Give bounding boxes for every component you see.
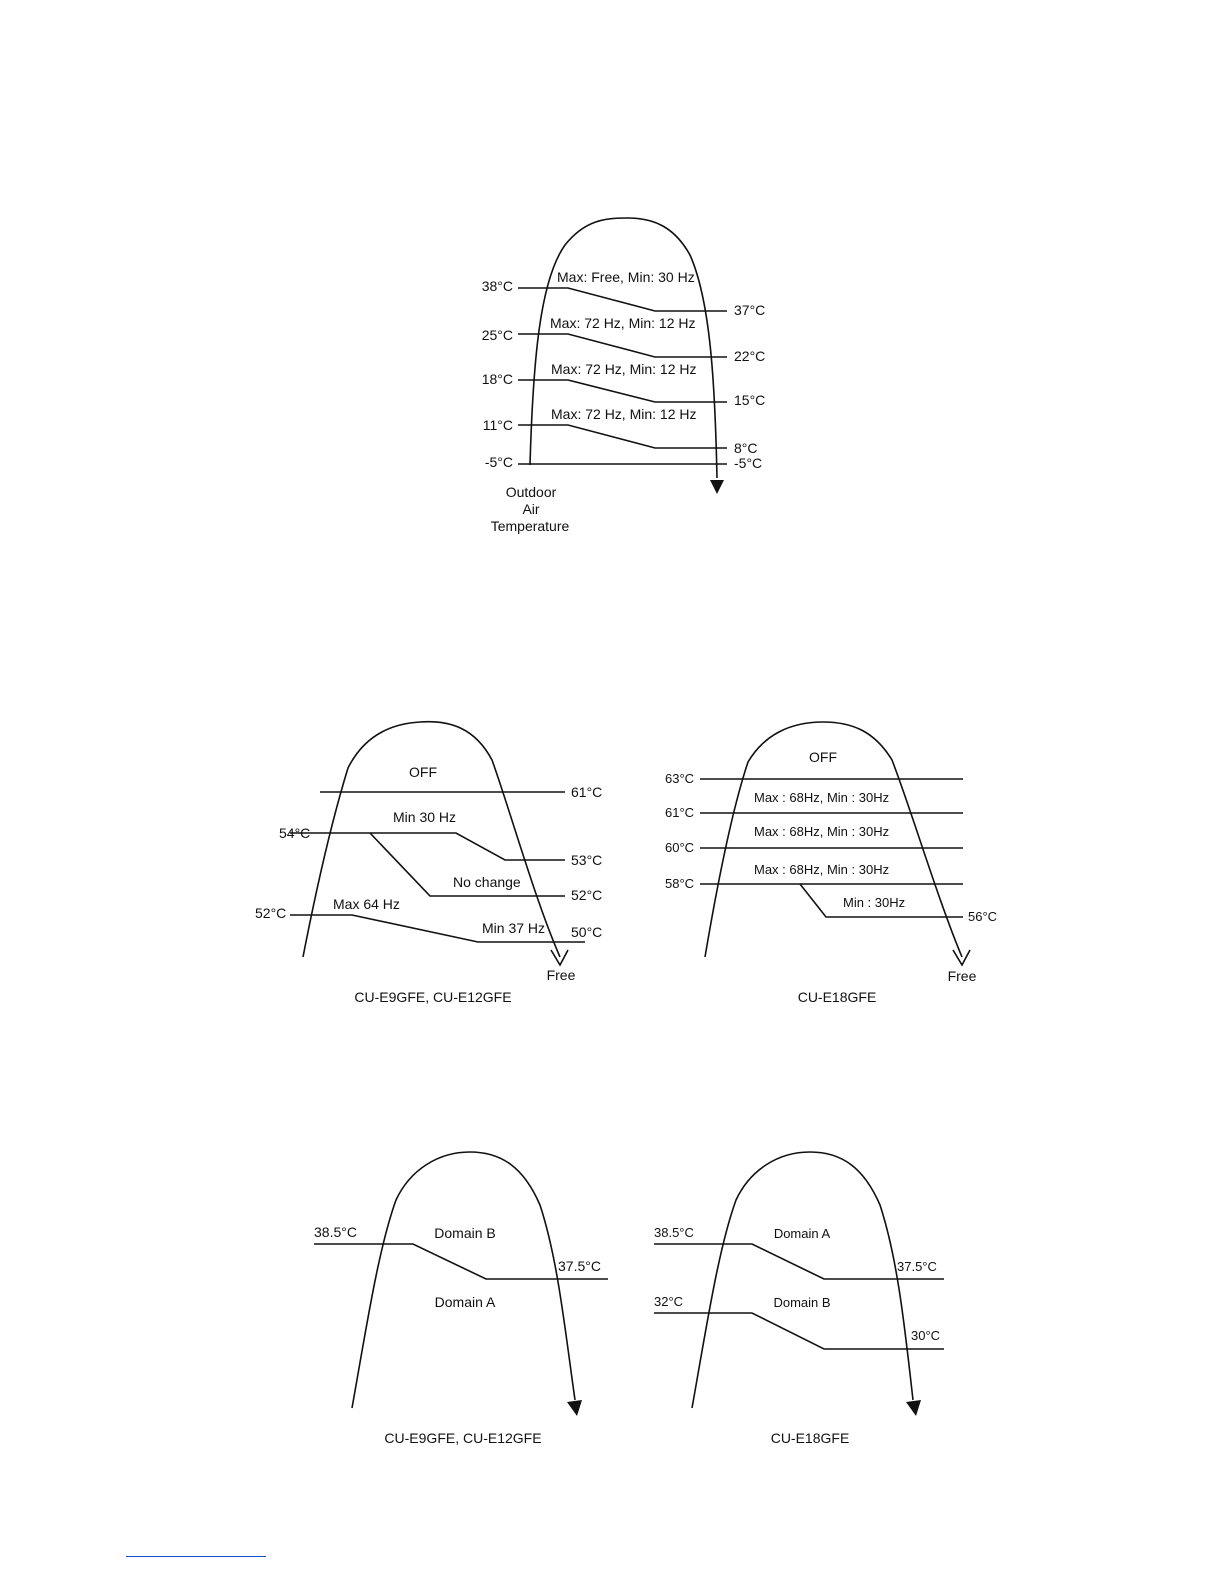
axis-label-line-1: Outdoor <box>505 484 557 500</box>
temp-label-8: 8°C <box>734 440 758 456</box>
temp-label-52-left: 52°C <box>255 905 287 921</box>
temp-label-61: 61°C <box>665 805 695 820</box>
label-no-change: No change <box>453 874 521 890</box>
free-label: Free <box>947 968 977 984</box>
domain-label-upper: Domain B <box>434 1225 496 1241</box>
line-32 <box>654 1313 944 1349</box>
model-caption: CU-E18GFE <box>797 989 877 1005</box>
temp-label-61: 61°C <box>571 784 603 800</box>
temp-label-37-5: 37.5°C <box>558 1258 601 1274</box>
band-label-2: Max : 68Hz, Min : 30Hz <box>754 824 890 839</box>
temp-label-63: 63°C <box>665 771 695 786</box>
diagram-outdoor-temperature <box>482 218 766 534</box>
label-min-37hz: Min 37 Hz <box>482 920 546 936</box>
temp-label-25: 25°C <box>481 327 513 343</box>
diagram-compressor-right <box>665 722 997 1005</box>
band-label-3: Max : 68Hz, Min : 30Hz <box>754 862 890 877</box>
band-label-1: Max: Free, Min: 30 Hz <box>557 269 695 285</box>
band-label-2: Max: 72 Hz, Min: 12 Hz <box>550 315 696 331</box>
curve <box>352 1152 575 1408</box>
arrow-head-icon <box>710 480 724 494</box>
footer-link-underline <box>126 1556 266 1557</box>
domain-label-lower: Domain A <box>434 1294 496 1310</box>
domain-label-upper: Domain A <box>773 1226 831 1241</box>
model-caption: CU-E9GFE, CU-E12GFE <box>384 1430 542 1446</box>
model-caption: CU-E18GFE <box>770 1430 850 1446</box>
diagram-domain-right <box>654 1152 944 1446</box>
line-18 <box>518 380 727 402</box>
band-label-3: Max: 72 Hz, Min: 12 Hz <box>551 361 697 377</box>
off-label: OFF <box>809 749 837 765</box>
band-label-1: Max : 68Hz, Min : 30Hz <box>754 790 890 805</box>
line-11 <box>518 425 727 448</box>
open-arrow-icon <box>953 950 970 965</box>
temp-label-15: 15°C <box>734 392 766 408</box>
free-label: Free <box>546 967 576 983</box>
axis-label-line-3: Temperature <box>490 518 570 534</box>
arrow-head-icon <box>906 1400 921 1416</box>
arrow-head-icon <box>567 1400 582 1416</box>
temp-label-50: 50°C <box>571 924 603 940</box>
temp-label-11: 11°C <box>482 417 513 433</box>
temp-label-54: 54°C <box>279 825 311 841</box>
off-label: OFF <box>409 764 437 780</box>
temp-label-32: 32°C <box>654 1294 684 1309</box>
temp-label-38-5: 38.5°C <box>654 1225 694 1240</box>
temp-label-18: 18°C <box>481 371 513 387</box>
temp-label-60: 60°C <box>665 840 695 855</box>
temp-label-53: 53°C <box>571 852 603 868</box>
label-min-30hz: Min : 30Hz <box>843 895 906 910</box>
temp-label-38: 38°C <box>481 278 513 294</box>
label-max-64hz: Max 64 Hz <box>333 896 400 912</box>
curve <box>692 1152 913 1408</box>
temp-label-minus5-right: -5°C <box>734 455 763 471</box>
diagram-domain-left <box>314 1152 608 1446</box>
temp-label-22: 22°C <box>734 348 766 364</box>
label-min-30hz: Min 30 Hz <box>393 809 457 825</box>
open-arrow-icon <box>551 950 568 965</box>
temp-label-37: 37°C <box>734 302 766 318</box>
line-25 <box>518 334 727 357</box>
domain-label-lower: Domain B <box>773 1295 831 1310</box>
temp-label-37-5: 37.5°C <box>897 1259 937 1274</box>
band-label-4: Max: 72 Hz, Min: 12 Hz <box>551 406 697 422</box>
temp-label-38-5: 38.5°C <box>314 1224 357 1240</box>
temp-label-30: 30°C <box>911 1328 941 1343</box>
temp-label-minus5-left: -5°C <box>484 454 513 470</box>
line-38 <box>518 288 727 311</box>
diagram-compressor-left <box>255 722 602 1005</box>
temp-label-56: 56°C <box>968 909 998 924</box>
temp-label-52-right: 52°C <box>571 887 603 903</box>
temp-label-58: 58°C <box>665 876 695 891</box>
model-caption: CU-E9GFE, CU-E12GFE <box>354 989 512 1005</box>
axis-label-line-2: Air <box>522 501 540 517</box>
